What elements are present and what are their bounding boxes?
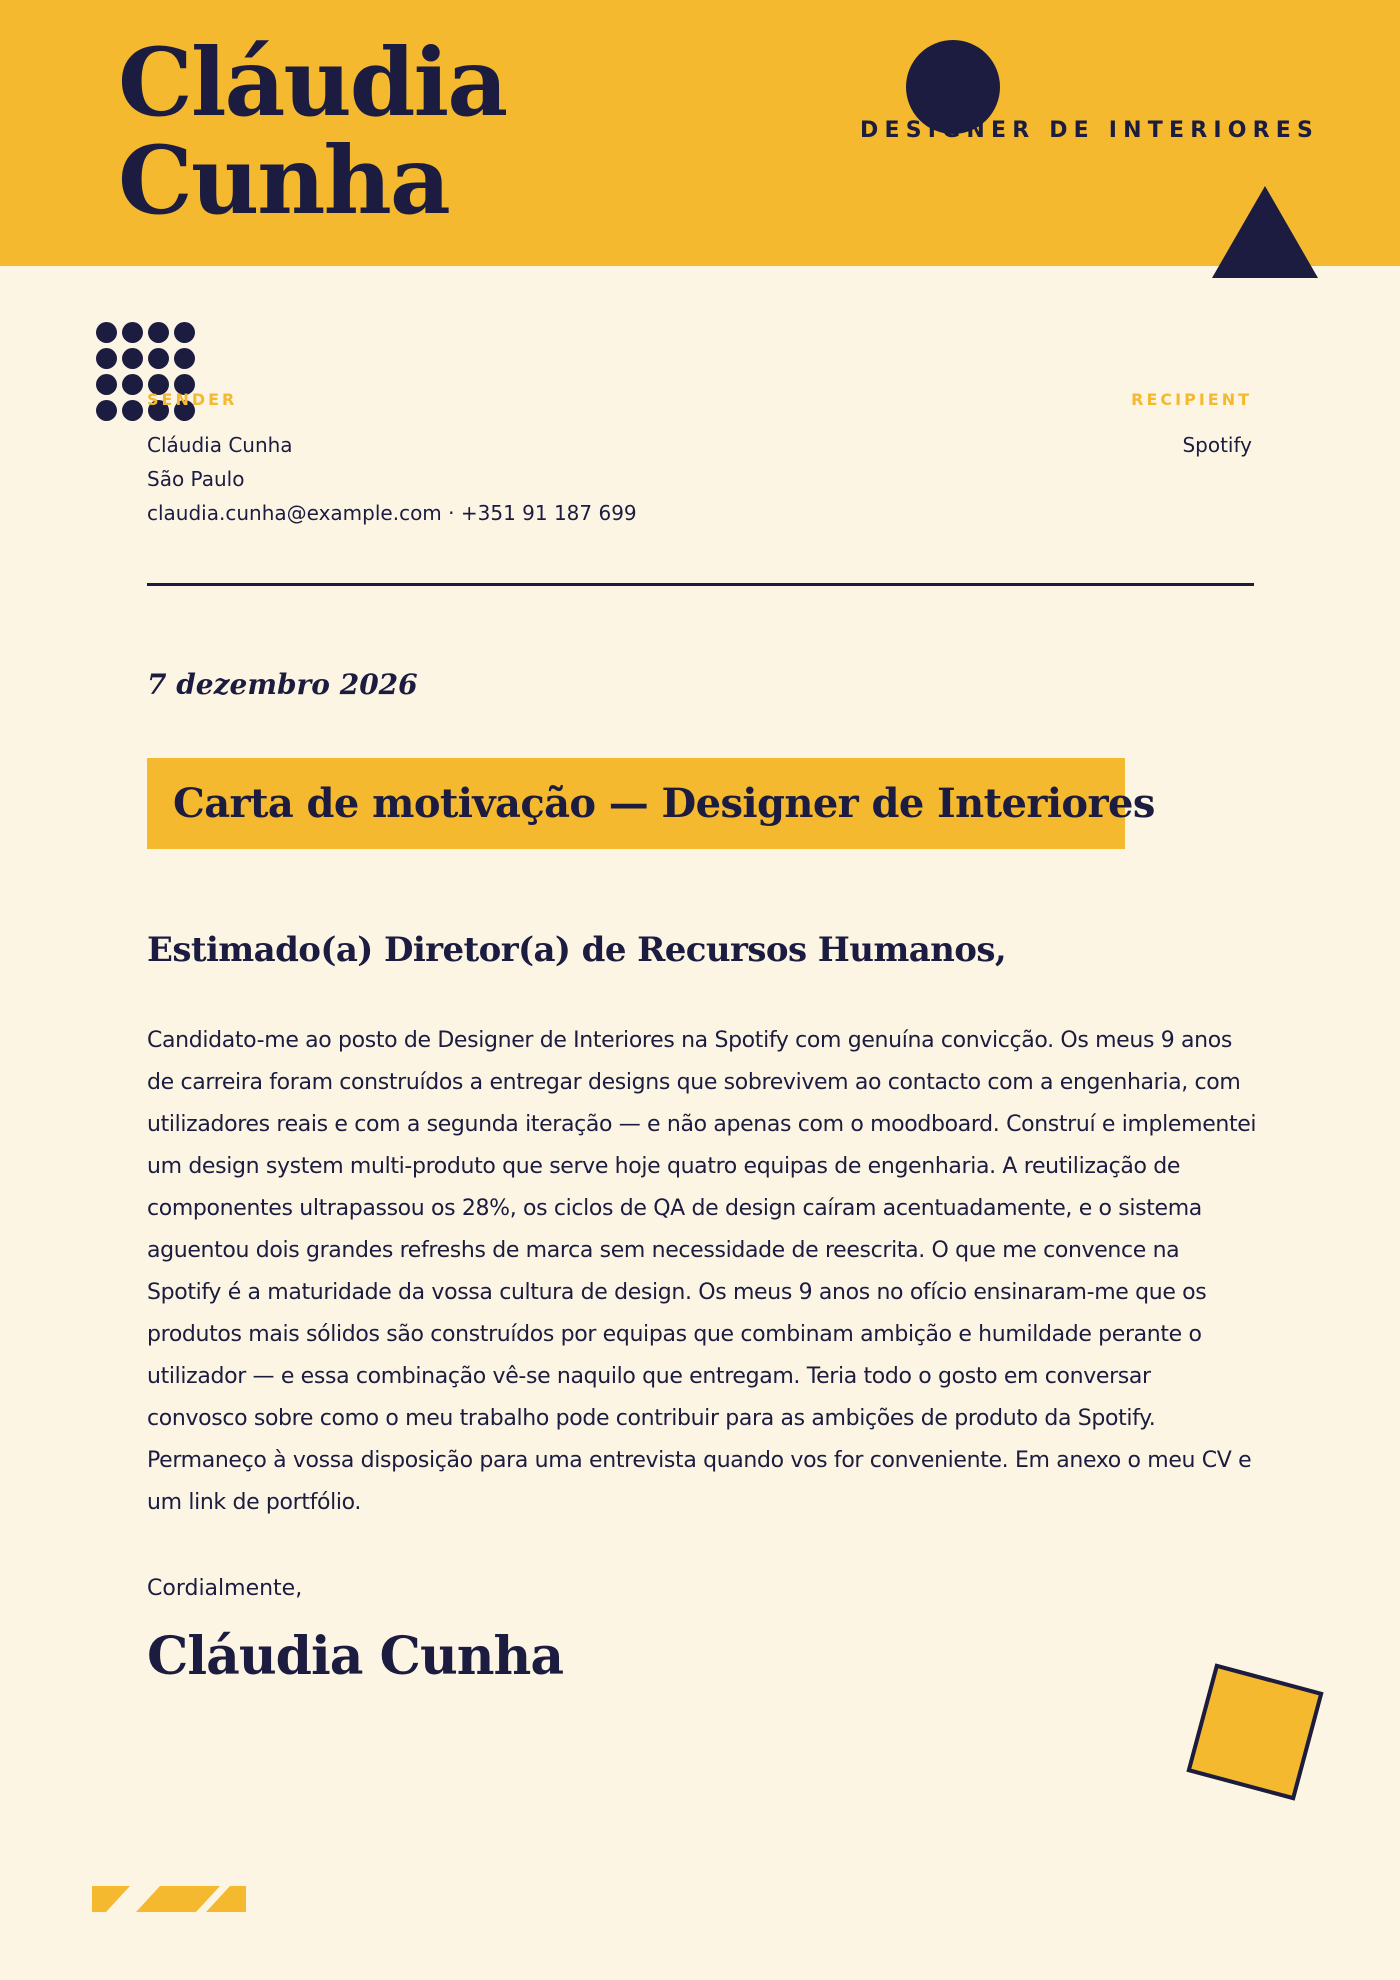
signature: Cláudia Cunha [147,1626,564,1687]
decorative-triangle [1212,186,1318,278]
sender-contact: claudia.cunha@example.com · +351 91 187 699 [147,501,637,525]
decorative-square [1186,1663,1323,1800]
recipient-label: RECIPIENT [1131,390,1252,409]
candidate-name [118,28,507,236]
recipient-details [1182,428,1252,462]
subject-banner [147,758,1155,849]
letter-date: 7 dezembro 2026 [147,668,418,701]
sender-name: Cláudia Cunha [147,433,293,457]
salutation: Estimado(a) Diretor(a) de Recursos Humanos, [147,930,1007,970]
section-divider [147,583,1254,586]
name-line-first: Cláudia [118,28,507,138]
sender-city: São Paulo [147,467,245,491]
name-line-last: Cunha [118,126,449,236]
job-title: DESIGNER DE INTERIORES [860,118,1320,143]
letter-subject: Carta de motivação — Designer de Interiores [173,780,1155,827]
closing: Cordialmente, [147,1576,303,1601]
recipient-company: Spotify [1182,433,1252,457]
letter-body: Candidato-me ao posto de Designer de Interiores na Spotify com genuína convicção. Os meus 9 anos de carreira foram construídos a entregar designs que sobrevivem ao contacto com a engenharia, com utilizadores reais e com a segunda iteração — e não apenas com o moodboard. Construí e implementei um design system multi-produto que serve hoje quatro equipas de engenharia. A reutilização de componentes ultrapassou os 28%, os ciclos de QA de design caíram acentuadamente, e o sistema aguentou dois grandes refreshs de marca sem necessidade de reescrita. O que me convence na Spotify é a maturidade da vossa cultura de design. Os meus 9 anos no ofício ensinaram-me que os produtos mais sólidos são construídos por equipas que combinam ambição e humildade perante o utilizador — e essa combinação vê-se naquilo que entregam. Teria todo o gosto em conversar convosco sobre como o meu trabalho pode contribuir para as ambições de produto da Spotify. Permaneço à vossa disposição para uma entrevista quando vos for conveniente. Em anexo o meu CV e um link de portfólio. [147,1028,1257,1515]
sender-details [147,428,637,530]
decorative-stripes [92,1886,262,1916]
sender-label: SENDER [147,390,238,409]
